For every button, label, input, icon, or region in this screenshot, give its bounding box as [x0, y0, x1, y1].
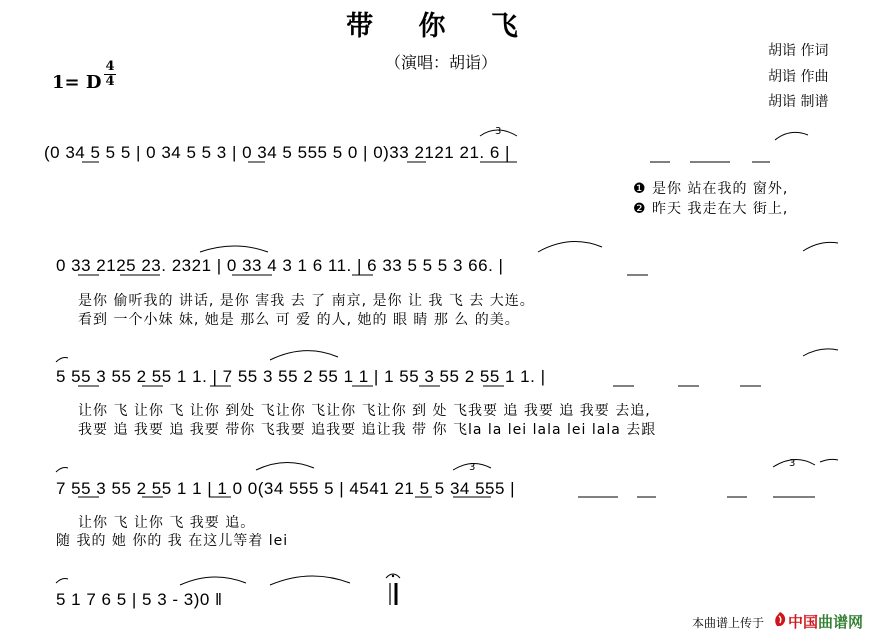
lyric-line-3a: 让你 飞 让你 飞 让你 到处 飞让你 飞让你 飞让你 到 处 飞我要 追 我要 追 我要 去追, — [78, 403, 651, 419]
triplet-marker-3: 3 — [789, 458, 796, 469]
notation-line-4: 7 55 3 55 2 55 1 1 | 1 0 0(34 555 5 | 4541 21 5 5 34 555 | — [56, 479, 516, 498]
key-signature: 1= D — [52, 72, 102, 93]
lyric-line-4b: 随 我的 她 你的 我 在这儿等着 lei — [56, 533, 289, 549]
time-signature-bottom: 4 — [105, 74, 115, 89]
song-title: 带 你 飞 — [346, 11, 536, 42]
performer-credit: （演唱：胡诣） — [384, 53, 497, 72]
notation-line-1: (0 34 5 5 5 | 0 34 5 5 3 | 0 34 5 555 5 0 | 0)33 2121 21. 6 | — [44, 143, 510, 162]
lyric-line-2b: 看到 一个小妹 妹, 她是 那么 可 爱 的人, 她的 眼 睛 那 么 的美。 — [78, 312, 520, 328]
triplet-marker-1: 3 — [495, 126, 502, 137]
site-logo-text[interactable] — [788, 611, 863, 632]
notation-line-5: 5 1 7 6 5 | 5 3 - 3)0 ‖ — [56, 590, 223, 609]
lyric-line-1b: ❷ 昨天 我走在大 街上, — [633, 201, 789, 217]
lyric-line-3b: 我要 追 我要 追 我要 带你 飞我要 追我要 追让我 带 你 飞la la lei lala lei lala 去跟 — [78, 422, 657, 438]
footer-upload-text: 本曲谱上传于 — [692, 616, 765, 630]
notation-line-2: 0 33 2125 23. 2321 | 0 33 4 3 1 6 11. | 6 33 5 5 5 3 66. | — [56, 256, 504, 275]
composer-credit: 胡诣 作曲 — [768, 69, 829, 85]
site-name-a: 中国 — [788, 613, 819, 631]
lyricist-credit: 胡诣 作词 — [768, 43, 829, 59]
lyric-line-1a: ❶ 是你 站在我的 窗外, — [633, 181, 789, 197]
notation-line-3: 5 55 3 55 2 55 1 1. | 7 55 3 55 2 55 1 1 | 1 55 3 55 2 55 1 1. | — [56, 367, 546, 386]
lyric-line-2a: 是你 偷听我的 讲话, 是你 害我 去 了 南京, 是你 让 我 飞 去 大连。 — [78, 293, 535, 309]
time-signature-top: 4 — [105, 59, 115, 74]
site-name-b: 曲谱网 — [818, 613, 864, 631]
transcriber-credit: 胡诣 制谱 — [768, 94, 829, 110]
site-logo-icon — [773, 611, 787, 628]
lyric-line-4a: 让你 飞 让你 飞 我要 追。 — [78, 515, 256, 531]
triplet-marker-2: 3 — [469, 462, 476, 473]
